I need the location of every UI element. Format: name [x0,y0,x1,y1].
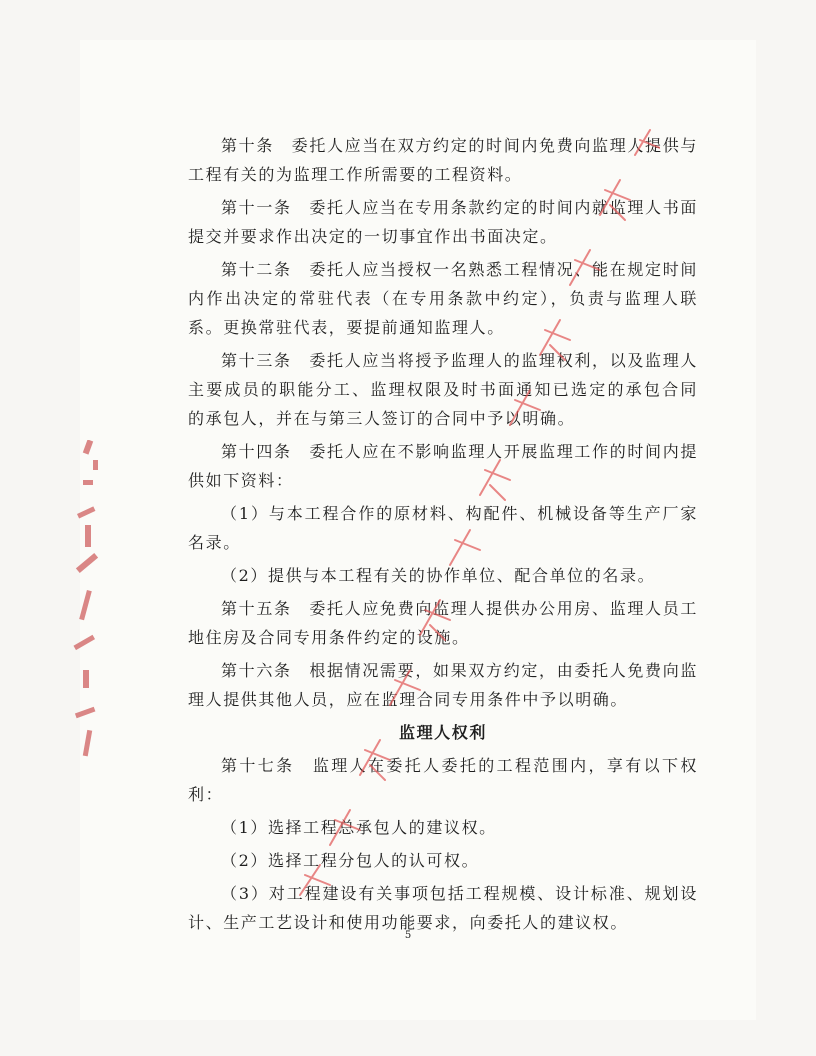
clause-14: 第十四条 委托人应在不影响监理人开展监理工作的时间内提供如下资料： [188,442,698,490]
clause-14-item-2: （2）提供与本工程有关的协作单位、配合单位的名录。 [221,566,656,585]
clause-10: 第十条 委托人应当在双方约定的时间内免费向监理人提供与工程有关的为监理工作所需要的工程资料。 [188,136,698,184]
clause-17-item-2: （2）选择工程分包人的认可权。 [221,851,480,870]
section-heading: 监理人权利 [398,723,487,742]
clause-17: 第十七条 监理人在委托人委托的工程范围内，享有以下权利： [188,756,698,804]
clause-12: 第十二条 委托人应当授权一名熟悉工程情况、能在规定时间内作出决定的常驻代表（在专用条款中约定），负责与监理人联系。更换常驻代表，要提前通知监理人。 [188,260,698,337]
clause-17-item-3: （3）对工程建设有关事项包括工程规模、设计标准、规划设计、生产工艺设计和使用功能要求，向委托人的建议权。 [188,884,698,932]
document-body [188,131,698,941]
clause-14-item-1: （1）与本工程合作的原材料、构配件、机械设备等生产厂家名录。 [188,504,698,552]
clause-13: 第十三条 委托人应当将授予监理人的监理权利，以及监理人主要成员的职能分工、监理权限及时书面通知已选定的承包合同的承包人，并在与第三人签订的合同中予以明确。 [188,351,698,428]
clause-15: 第十五条 委托人应免费向监理人提供办公用房、监理人员工地住房及合同专用条件约定的设施。 [188,599,698,647]
clause-16: 第十六条 根据情况需要，如果双方约定，由委托人免费向监理人提供其他人员，应在监理合同专用条件中予以明确。 [188,661,698,709]
seal-stamp [55,440,115,770]
page-number: 5 [404,930,412,941]
clause-11: 第十一条 委托人应当在专用条款约定的时间内就监理人书面提交并要求作出决定的一切事宜作出书面决定。 [188,198,698,246]
clause-17-item-1: （1）选择工程总承包人的建议权。 [221,818,497,837]
